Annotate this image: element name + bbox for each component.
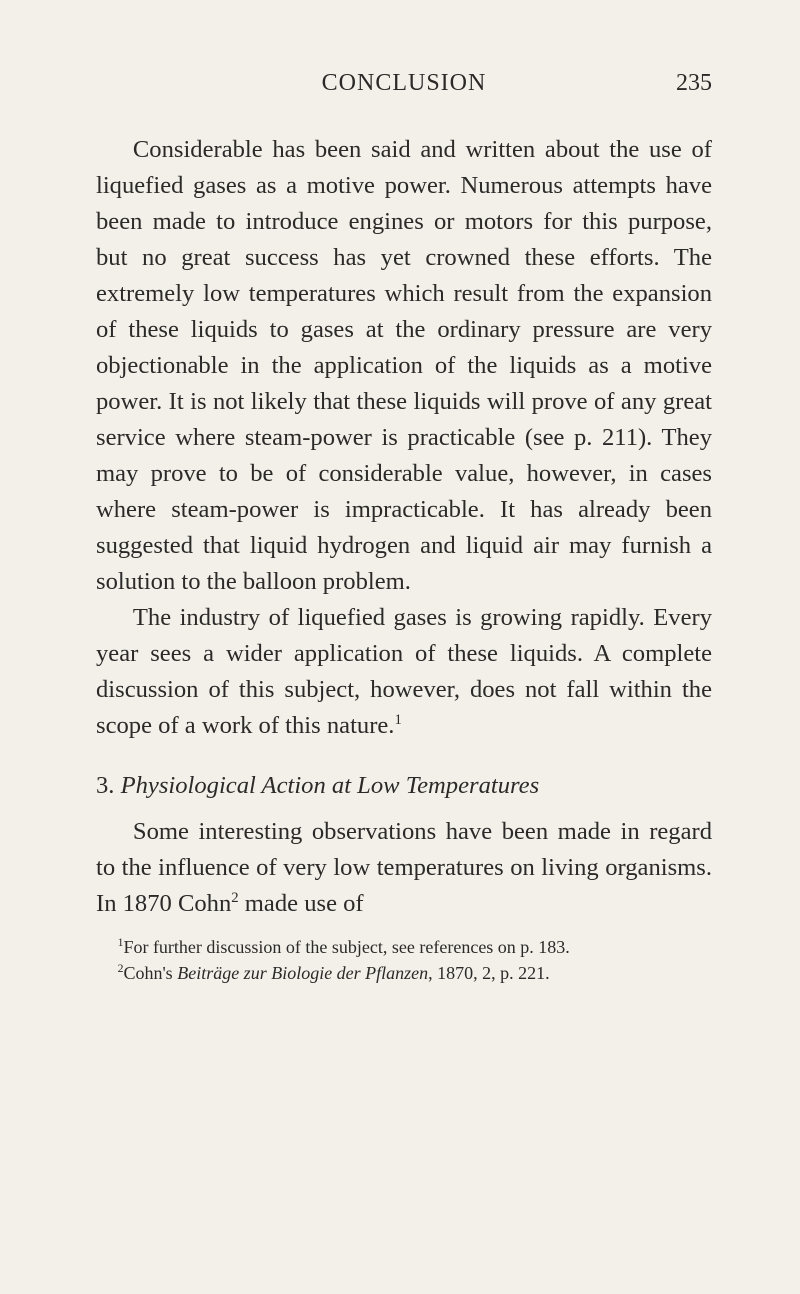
page-number: 235 bbox=[676, 70, 712, 96]
section-number: 3. bbox=[96, 772, 115, 799]
footnote-mark-1: 1 bbox=[117, 936, 124, 949]
paragraph-text-before: Some interesting observations have been made in regard to the influence of very low temperatures on living organisms. In 1870 Cohn bbox=[96, 818, 712, 917]
running-head: CONCLUSION bbox=[321, 70, 487, 96]
paragraph-liquefied-gases-industry bbox=[96, 600, 712, 744]
footnote-prefix-2: Cohn's bbox=[123, 963, 178, 983]
footnote-1 bbox=[96, 934, 712, 960]
footnote-suffix-2: , 1870, 2, p. 221. bbox=[428, 963, 550, 983]
footnotes bbox=[96, 934, 712, 986]
paragraph-text-after: made use of bbox=[238, 890, 364, 917]
paragraph-text: The industry of liquefied gases is growing rapidly. Every year sees a wider application of these liquids. A complete discussion of this subject, however, does not fall within the scope of a work of this nature. bbox=[96, 604, 712, 739]
paragraph-physiological-action bbox=[96, 814, 712, 922]
footnote-title-2: Beiträge zur Biologie der Pflanzen bbox=[177, 963, 429, 983]
book-page bbox=[96, 70, 712, 986]
footnote-mark-2: 2 bbox=[117, 962, 124, 975]
footnote-2 bbox=[96, 960, 712, 986]
section-heading bbox=[96, 768, 712, 804]
section-title: Physiological Action at Low Temperatures bbox=[120, 772, 540, 799]
footnote-reference-1: 1 bbox=[394, 711, 402, 728]
footnote-reference-2: 2 bbox=[231, 889, 239, 906]
page-header bbox=[96, 70, 712, 106]
paragraph-liquefied-gases-motive-power: Considerable has been said and written about the use of liquefied gases as a motive power. Numerous attempts have been made to introduce engines or motors for this purpose, but no great success has yet crowned these efforts. The extremely low temperatures which result from the expansion of these liquids to gases at the ordinary pressure are very objectionable in the application of the liquids as a motive power. It is not likely that these liquids will prove of any great service where steam-power is practicable (see p. 211). They may prove to be of considerable value, however, in cases where steam-power is impracticable. It has already been suggested that liquid hydrogen and liquid air may furnish a solution to the balloon problem. bbox=[96, 136, 712, 595]
footnote-text-1: For further discussion of the subject, see references on p. 183. bbox=[123, 937, 570, 957]
